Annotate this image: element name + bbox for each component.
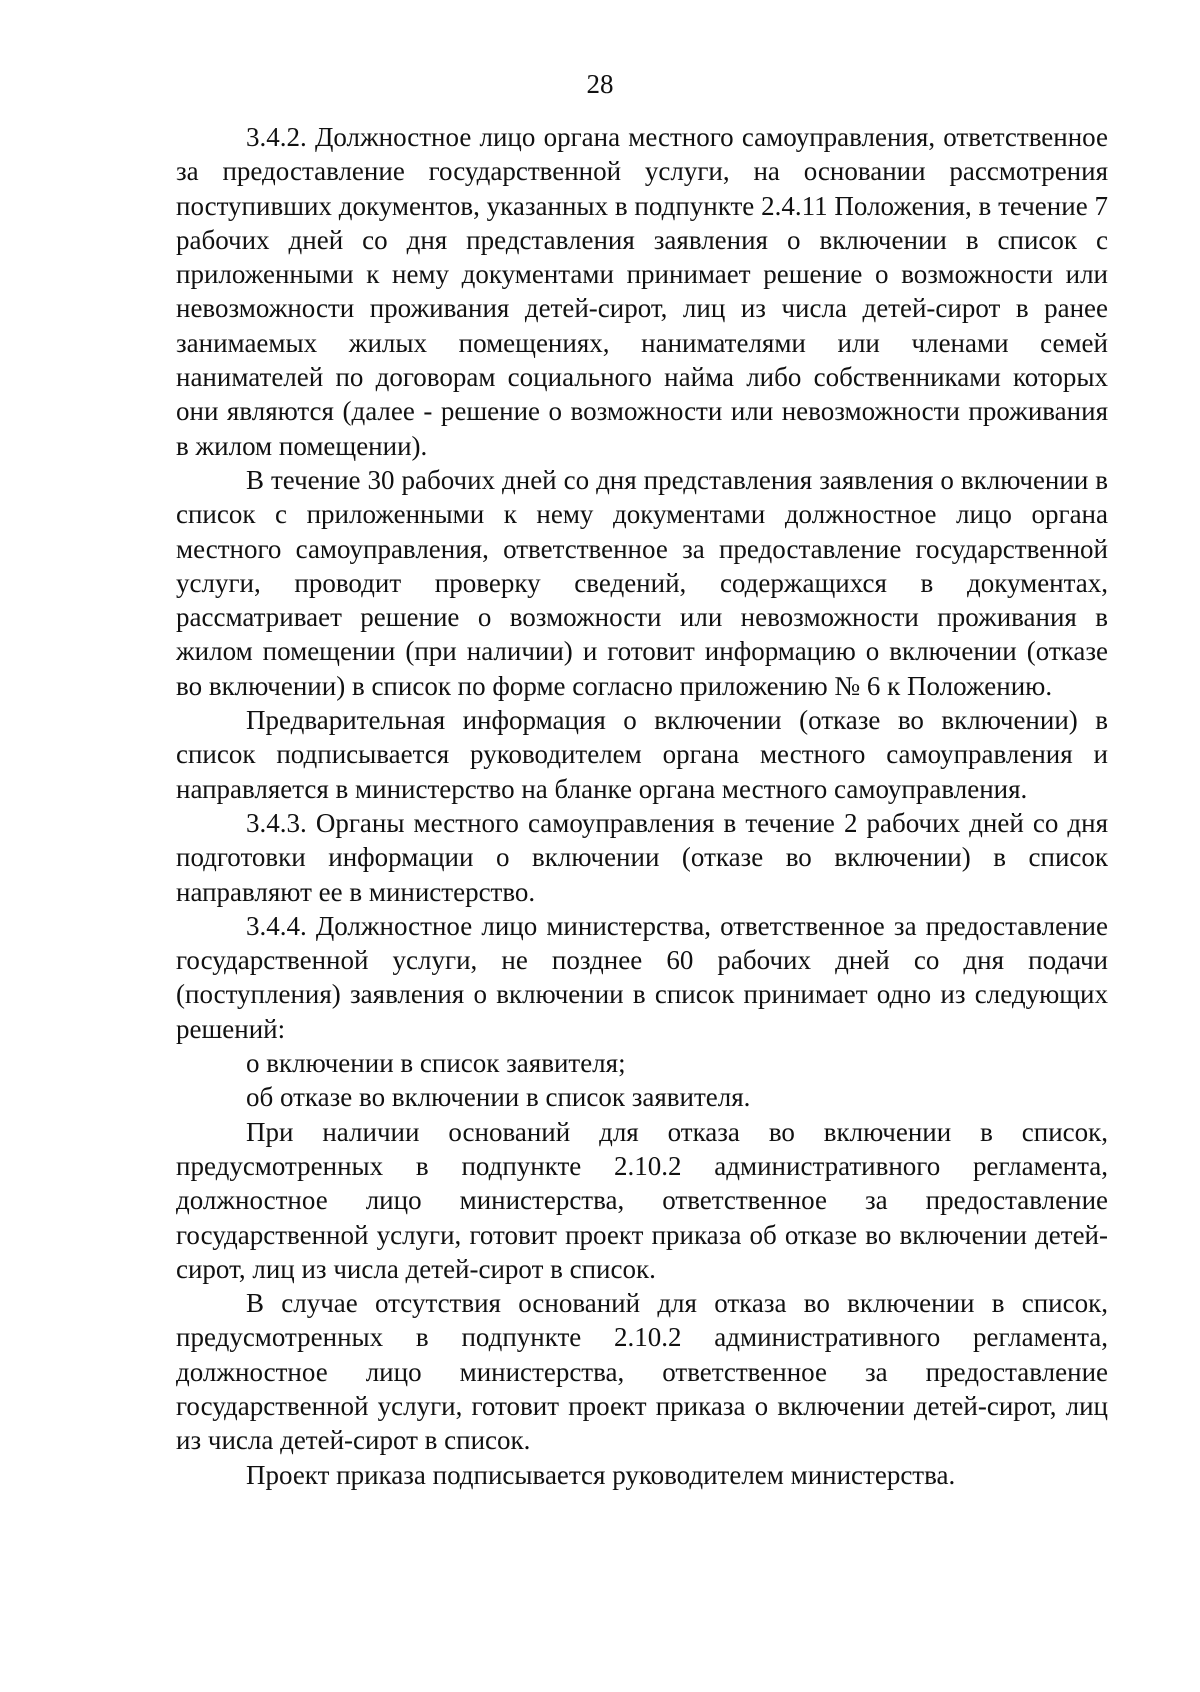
paragraph-3-4-2: 3.4.2. Должностное лицо органа местного самоуправления, ответственное за предоставление государственной услуги, на основании рассмотрения поступивших документов, указанных в подпункте 2.4.11 Положения, в течение 7 рабочих дней со дня представления заявления о включении в список с приложенными к нему документами принимает решение о возможности или невозможности проживания детей-сирот, лиц из числа детей-сирот в ранее занимаемых жилых помещениях, нанимателями или членами семей нанимателей по договорам социального найма либо собственниками которых они являются (далее - решение о возможности или невозможности проживания в жилом помещении). <box>176 122 1108 461</box>
page-number: 28 <box>586 69 614 99</box>
list-item-refuse: об отказе во включении в список заявителя. <box>246 1082 751 1113</box>
paragraph-3-4-3: 3.4.3. Органы местного самоуправления в течение 2 рабочих дней со дня подготовки информации о включении (отказе во включении) в список направляют ее в министерство. <box>176 807 1108 907</box>
paragraph-3-4-4: 3.4.4. Должностное лицо министерства, ответственное за предоставление государственной услуги, не позднее 60 рабочих дней со дня подачи (поступления) заявления о включении в список принимает одно из следующих решений: <box>176 910 1108 1044</box>
paragraph-no-refusal-grounds: В случае отсутствия оснований для отказа во включении в список, предусмотренных в подпункте 2.10.2 административного регламента, должностное лицо министерства, ответственное за предоставление государственной услуги, готовит проект приказа о включении детей-сирот, лиц из числа детей-сирот в список. <box>176 1288 1108 1456</box>
list-item-include: о включении в список заявителя; <box>246 1048 626 1079</box>
paragraph-refusal-grounds: При наличии оснований для отказа во включении в список, предусмотренных в подпункте 2.10.2 административного регламента, должностное лицо министерства, ответственное за предоставление государственной услуги, готовит проект приказа об отказе во включении детей-сирот, лиц из числа детей-сирот в список. <box>176 1116 1108 1284</box>
paragraph-preliminary-info: Предварительная информация о включении (отказе во включении) в список подписывается руководителем органа местного самоуправления и направляется в министерство на бланке органа местного самоуправления. <box>176 705 1108 804</box>
paragraph-30-days-check: В течение 30 рабочих дней со дня представления заявления о включении в список с приложенными к нему документами должностное лицо органа местного самоуправления, ответственное за предоставление государственной услуги, проводит проверку сведений, содержащихся в документах, рассматривает решение о возможности или невозможности проживания в жилом помещении (при наличии) и готовит информацию о включении (отказе во включении) в список по форме согласно приложению № 6 к Положению. <box>176 464 1108 701</box>
paragraph-order-signed: Проект приказа подписывается руководителем министерства. <box>246 1459 956 1490</box>
document-body <box>176 120 1108 1492</box>
